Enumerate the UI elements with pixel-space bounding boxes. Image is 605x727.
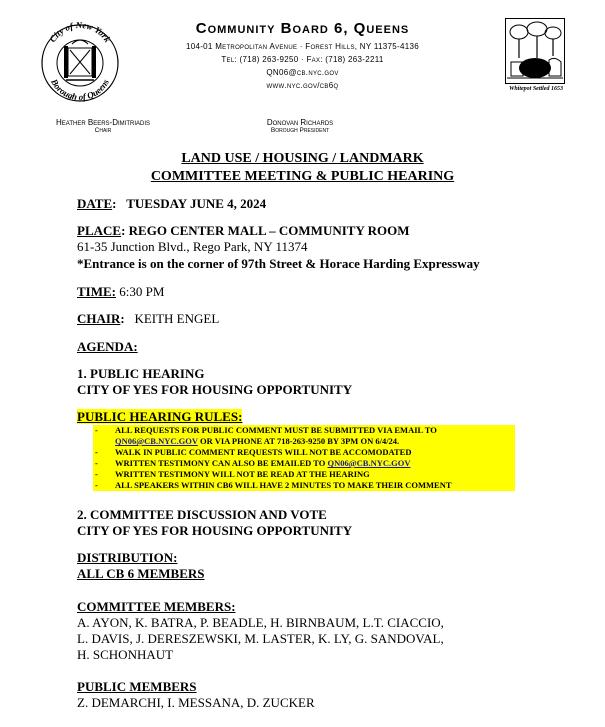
place-note: *Entrance is on the corner of 97th Street & Horace Harding Expressway: [77, 256, 480, 271]
rule-item: - WRITTEN TESTIMONY WILL NOT BE READ AT THE HEARING: [93, 469, 515, 480]
distribution-label: DISTRIBUTION:: [77, 550, 178, 565]
chair-block: [18, 118, 188, 134]
rules-list: [93, 425, 515, 491]
item1-line-2: CITY OF YES FOR HOUSING OPPORTUNITY: [77, 382, 353, 397]
address-line: 104-01 Metropolitan Avenue · Forest Hills, NY 11375-4136: [185, 42, 420, 51]
title-line-2: COMMITTEE MEETING & PUBLIC HEARING: [150, 169, 455, 184]
rule-item: - WALK IN PUBLIC COMMENT REQUESTS WILL NOT BE ACCOMODATED: [93, 447, 515, 458]
committee-label: COMMITTEE MEMBERS:: [77, 599, 236, 614]
time-value: 6:30 PM: [119, 284, 165, 299]
community-logo: [505, 18, 565, 74]
date-row: DATE: TUESDAY JUNE 4, 2024: [77, 196, 267, 211]
time-row: [77, 284, 164, 300]
committee-line-1: A. AYON, K. BATRA, P. BEADLE, H. BIRNBAUM, L.T. CIACCIO,: [77, 615, 444, 630]
logo-caption: Whitepot Settled 1653: [509, 86, 563, 92]
rule-item: - WRITTEN TESTIMONY CAN ALSO BE EMAILED TO QN06@CB.NYC.GOV: [93, 458, 515, 469]
committee-line-2: L. DAVIS, J. DERESZEWSKI, M. LASTER, K. LY, G. SANDOVAL,: [77, 631, 444, 646]
email-line: QN06@cb.nyc.gov: [266, 68, 339, 77]
email-link[interactable]: QN06@CB.NYC.GOV: [115, 436, 198, 446]
chair-name: Heather Beers-Dimitriadis: [55, 118, 150, 127]
president-role: Borough President: [270, 127, 330, 134]
item2-line-2: CITY OF YES FOR HOUSING OPPORTUNITY: [77, 523, 353, 538]
phone-fax-line: Tel: (718) 263-9250 · Fax: (718) 263-2211: [221, 55, 384, 64]
place-row: PLACE: REGO CENTER MALL – COMMUNITY ROOM: [77, 223, 410, 238]
rule-item: - ALL REQUESTS FOR PUBLIC COMMENT MUST BE SUBMITTED VIA EMAIL TO: [93, 425, 515, 436]
date-label: DATE: [77, 196, 113, 211]
chair-role: Chair: [94, 127, 112, 134]
committee-line-3: H. SCHONHAUT: [77, 647, 174, 662]
place-address: 61-35 Junction Blvd., Rego Park, NY 11374: [77, 239, 308, 254]
seal-text-bottom: Borough of Queens: [49, 77, 111, 103]
rules-heading: PUBLIC HEARING RULES:: [77, 409, 243, 424]
chair-label: CHAIR: [77, 311, 121, 326]
board-title: Community Board 6, Queens: [195, 20, 410, 37]
place-value: REGO CENTER MALL – COMMUNITY ROOM: [128, 223, 410, 238]
agenda-label: AGENDA:: [77, 339, 138, 354]
distribution-value: ALL CB 6 MEMBERS: [77, 566, 205, 581]
place-label: PLACE: [77, 223, 122, 238]
chair-row: CHAIR: KEITH ENGEL: [77, 311, 220, 326]
date-value: TUESDAY JUNE 4, 2024: [126, 196, 267, 211]
chair-value: KEITH ENGEL: [134, 311, 220, 326]
email-link[interactable]: QN06@CB.NYC.GOV: [327, 458, 411, 468]
rule-item-continued: QN06@CB.NYC.GOV OR VIA PHONE AT 718-263-9250 BY 3PM ON 6/4/24.: [93, 436, 515, 447]
website-line: www.nyc.gov/cb6q: [266, 81, 339, 90]
item1-line-1: 1. PUBLIC HEARING: [77, 366, 205, 381]
public-label: PUBLIC MEMBERS: [77, 679, 197, 694]
seal-text-top: City of New York: [47, 19, 113, 45]
rule-item: - ALL SPEAKERS WITHIN CB6 WILL HAVE 2 MINUTES TO MAKE THEIR COMMENT: [93, 480, 515, 491]
public-line-1: Z. DEMARCHI, I. MESSANA, D. ZUCKER: [77, 695, 315, 710]
president-name: Donovan Richards: [266, 118, 334, 127]
title-line-1: LAND USE / HOUSING / LANDMARK: [181, 151, 424, 166]
time-label: TIME:: [77, 284, 116, 299]
president-block: [220, 118, 380, 134]
item2-line-1: 2. COMMITTEE DISCUSSION AND VOTE: [77, 507, 327, 522]
